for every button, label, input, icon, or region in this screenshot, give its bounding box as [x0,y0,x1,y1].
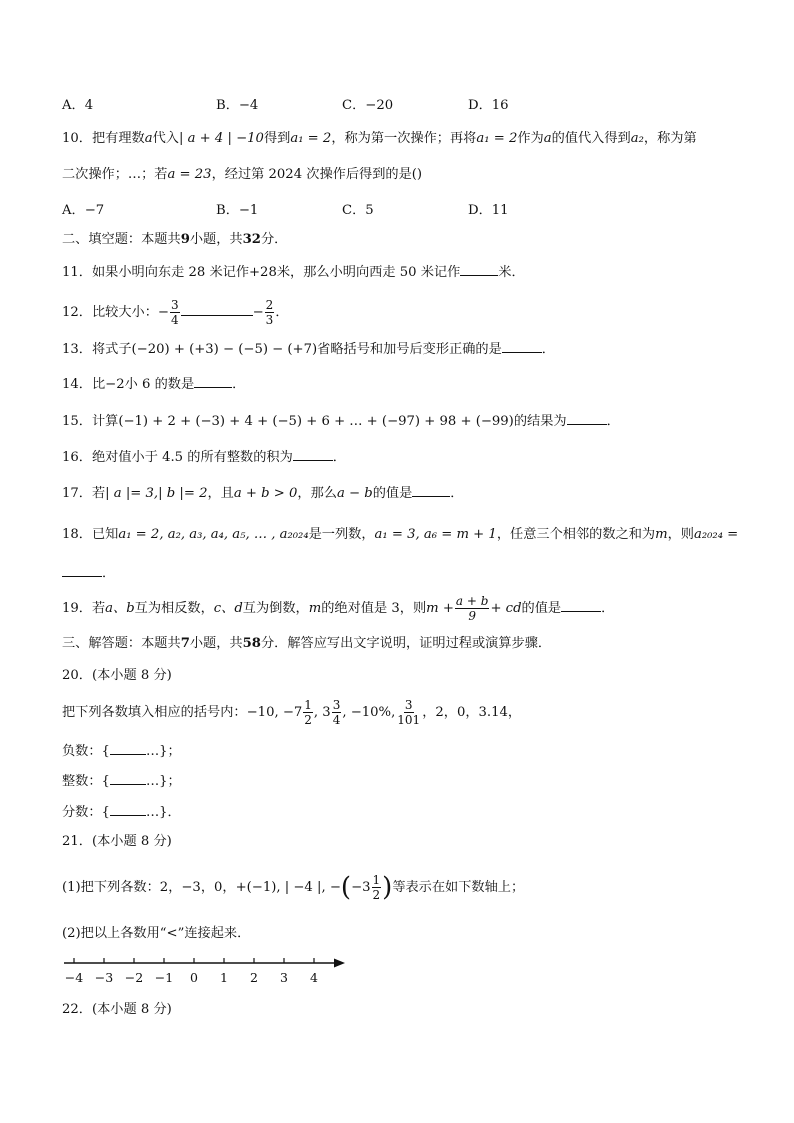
q14: 14．比−2小 6 的数是 ． [62,373,245,395]
q9-option-d: D．16 [468,98,509,113]
q19-blank [561,597,601,612]
q14-blank [194,373,232,388]
fraction: $\frac{3}{4}$ [170,298,179,327]
fraction: $\frac{3}{4}$ [332,698,341,727]
axis-tick-label: 2 [250,970,258,985]
q10-line2: 二次操作；…；若a = 23，经过第 2024 次操作后得到的是() [62,167,423,182]
negative-blank [110,740,146,755]
q19: 19．若a、b互为相反数，c、d互为倒数，m的绝对值是 3，则m + $\frac{a + b}{9}$ + cd的值是 ． [62,594,615,623]
fraction: $\frac{a + b}{9}$ [455,594,489,623]
axis-tick-label: −3 [94,970,114,985]
q18-blank [62,562,102,577]
q20-intro: 把下列各数填入相应的括号内：−10, −7 $\frac{1}{2}$ , 3 $\frac{3}{4}$ , −10%, $\frac{3}{101}$ ，2，0，3.14， [62,698,522,727]
q9-option-a: A．4 [62,98,94,113]
q18-line1: 18．已知a₁ = 2, a₂, a₃, a₄, a₅, … , a₂₀₂₄是一列数，a₁ = 3, a₆ = m + 1，任意三个相邻的数之和为m，则a₂₀₂₄ = [62,527,739,542]
q21-heading: 21．(本小题 8 分) [62,834,172,849]
q13: 13．将式子(−20) + (+3) − (−5) − (+7)省略括号和加号后变形正确的是 ． [62,338,555,360]
axis-tick-label: 1 [220,970,228,985]
q15: 15．计算(−1) + 2 + (−3) + 4 + (−5) + 6 + … + (−97) + 98 + (−99)的结果为 ． [62,410,620,432]
q20-fraction: 分数：{ …}． [62,801,181,823]
q18-line2: ． [62,562,115,584]
q10-line1: 10．把有理数a代入| a + 4 | −10得到a₁ = 2，称为第一次操作；再将a₁ = 2作为a的值代入得到a₂，称为第 [62,131,697,146]
fraction: $\frac{3}{101}$ [397,698,421,727]
q16-blank [293,446,333,461]
q9-option-b: B．−4 [216,98,259,113]
axis-tick-label: 4 [310,970,318,985]
axis-tick-label: −4 [64,970,84,985]
q11-blank [460,261,498,276]
q20-negative: 负数：{ …}； [62,740,181,762]
integer-blank [110,770,146,785]
axis-tick-label: −1 [154,970,174,985]
q20-heading: 20．(本小题 8 分) [62,668,172,683]
arrow-right-icon [334,959,345,968]
q10-option-a: A．−7 [62,203,105,218]
section2-heading: 二、填空题：本题共9小题，共32分． [62,232,288,247]
section3-heading: 三、解答题：本题共7小题，共58分．解答应写出文字说明，证明过程或演算步骤． [62,636,552,651]
q10-option-d: D．11 [468,203,509,218]
q17: 17．若| a |= 3,| b |= 2，且a + b > 0，那么a − b的值是 ． [62,482,463,504]
q16: 16．绝对值小于 4.5 的所有整数的积为 ． [62,446,346,468]
fraction-blank [110,801,146,816]
q15-blank [567,410,607,425]
fraction: $\frac{1}{2}$ [372,873,381,902]
q20-integer: 整数：{ …}； [62,770,181,792]
fraction: $\frac{2}{3}$ [265,298,274,327]
q21-part2: (2)把以上各数用“<”连接起来． [62,926,251,941]
q11: 11．如果小明向东走 28 米记作+28米，那么小明向西走 50 米记作 米． [62,261,525,283]
axis-tick-label: −2 [124,970,144,985]
q10-option-b: B．−1 [216,203,259,218]
q12: 12．比较大小：− $\frac{3}{4}$ − $\frac{2}{3}$ ． [62,298,289,327]
number-line [60,954,350,988]
q17-blank [412,482,450,497]
q9-option-c: C．−20 [342,98,394,113]
q22-heading: 22．(本小题 8 分) [62,1002,172,1017]
fraction: $\frac{1}{2}$ [304,698,312,727]
axis-tick-label: 0 [190,970,198,985]
axis-tick-label: 3 [280,970,288,985]
q13-blank [502,338,542,353]
q10-option-c: C．5 [342,203,374,218]
q21-part1: (1)把下列各数：2，−3，0，+(−1), | −4 |, −(−3 $\frac{1}{2}$ )等表示在如下数轴上； [62,872,525,903]
q12-blank [181,301,253,316]
